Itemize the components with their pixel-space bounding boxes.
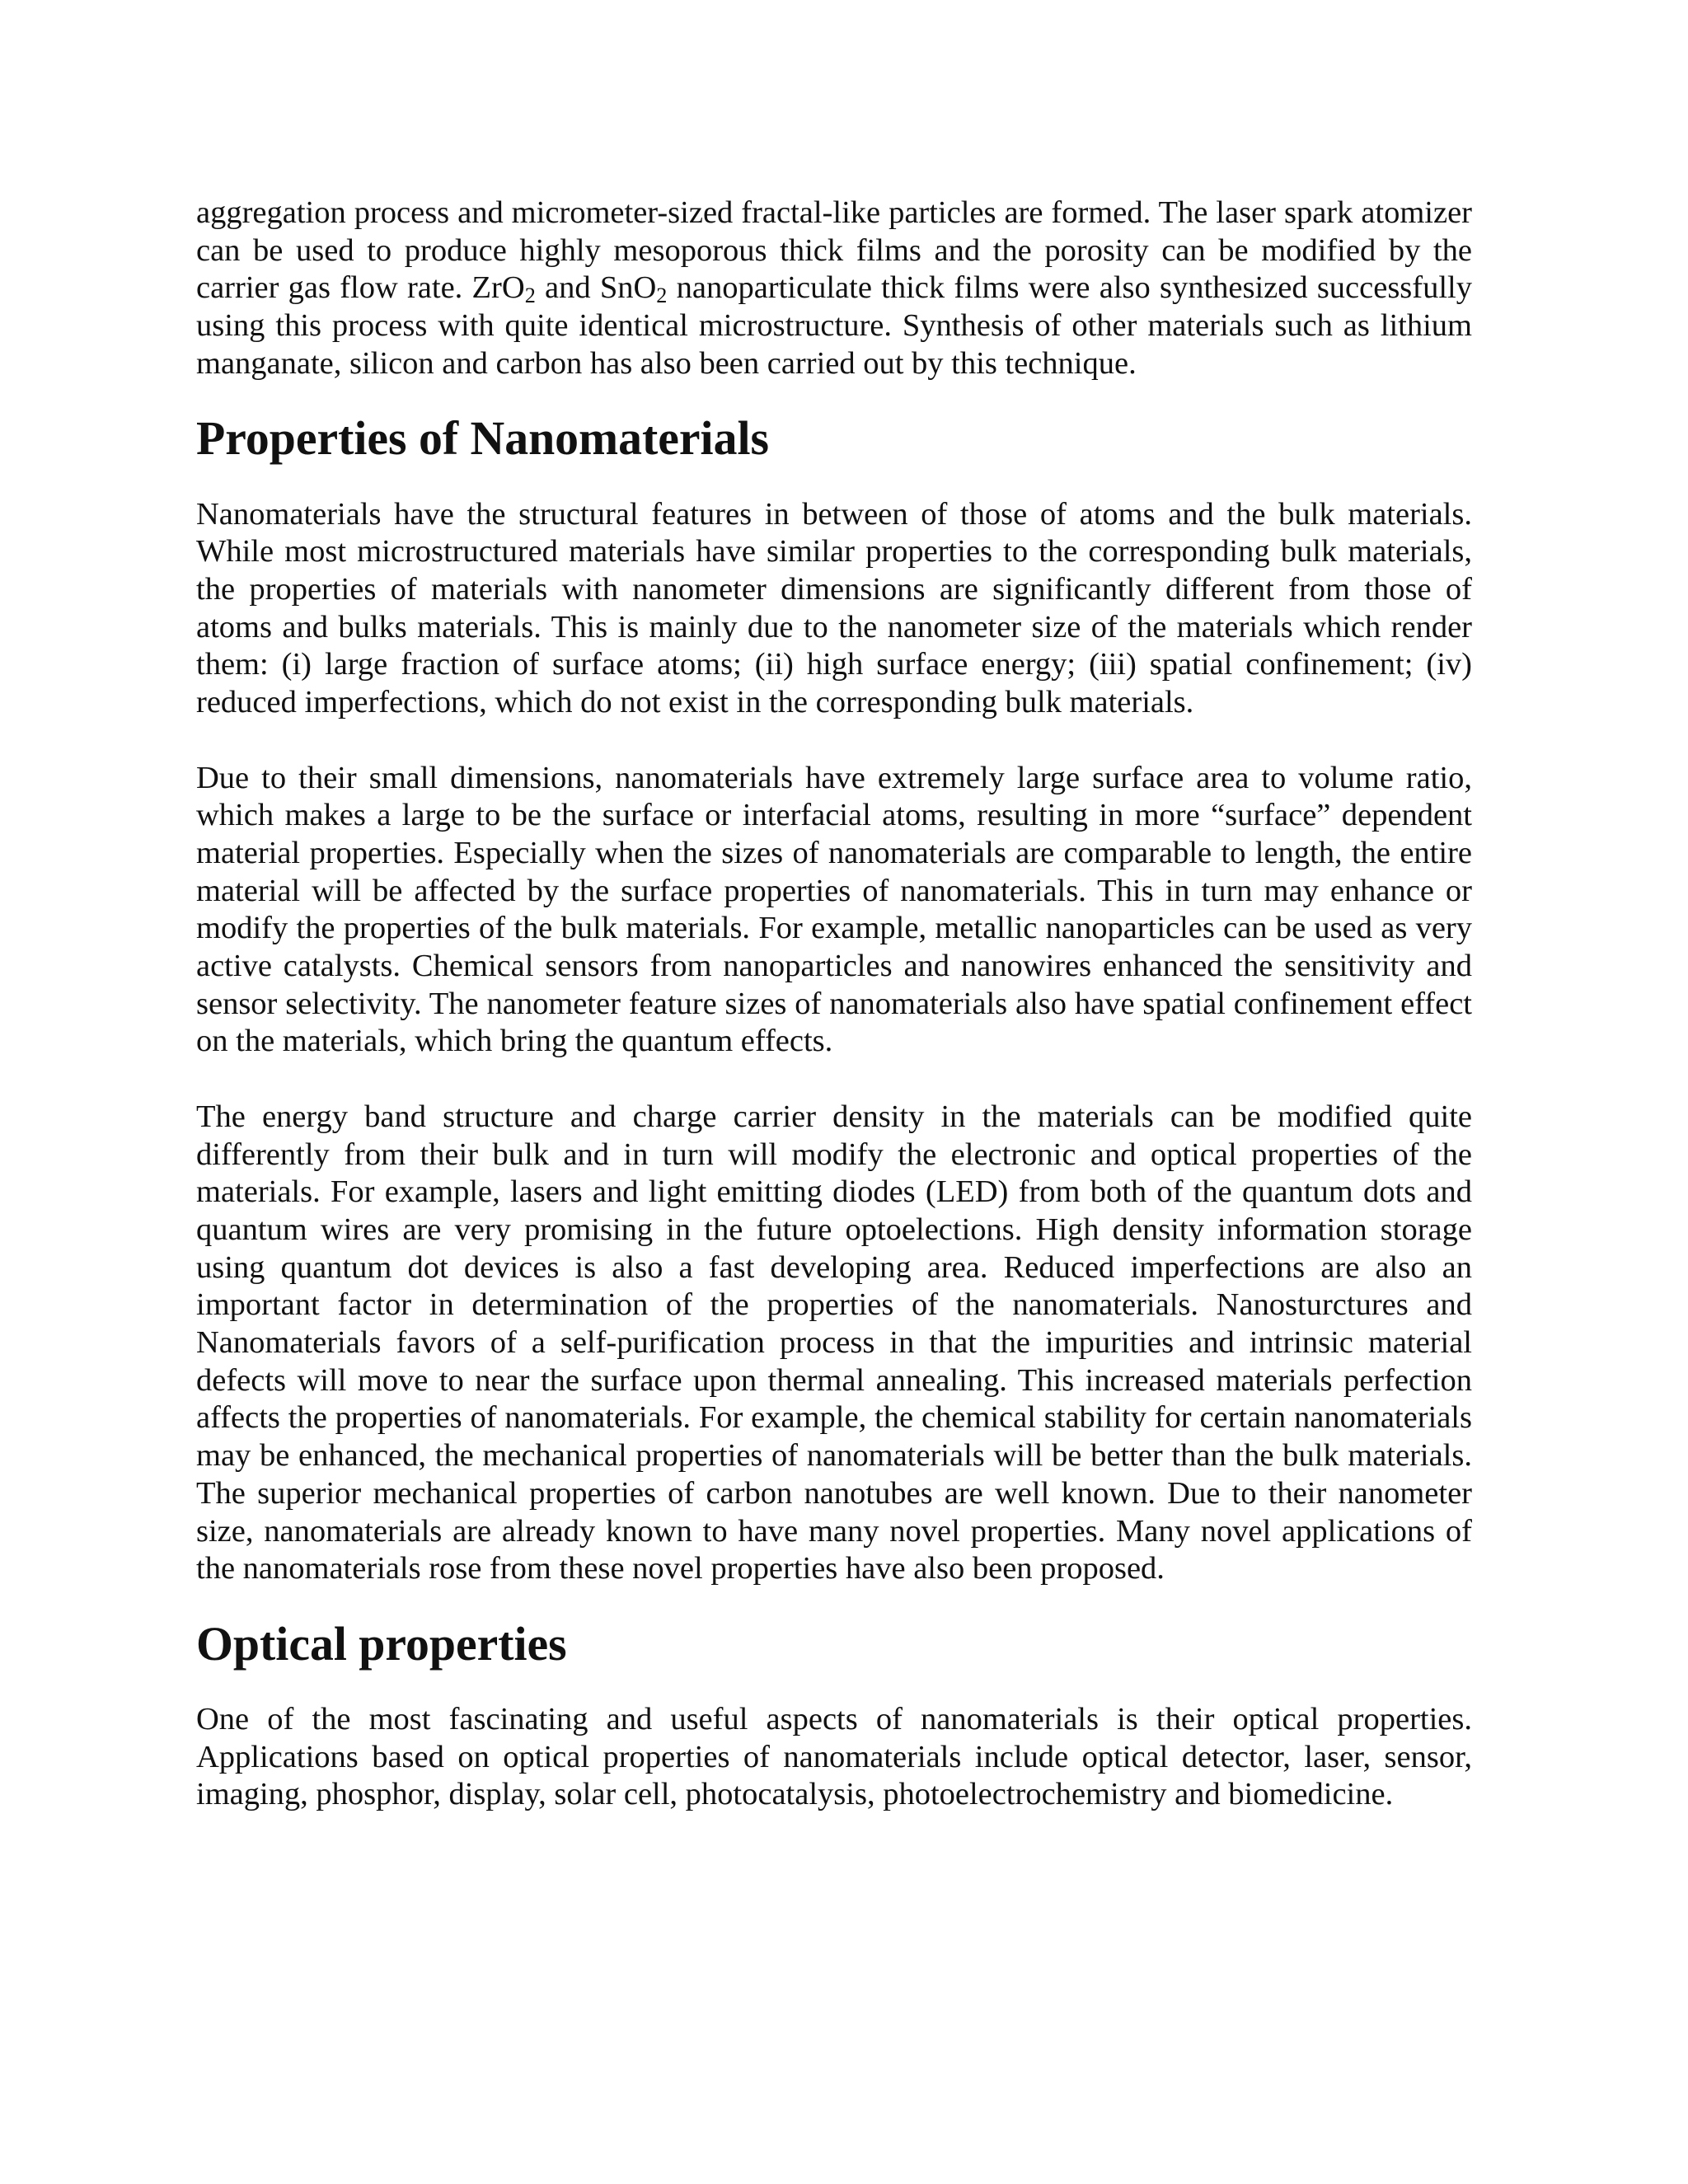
paragraph-optical-applications: One of the most fascinating and useful aspects of nanomaterials is their optical properties. Applications based on optical properties of nanomaterials include optical detector, laser, sensor, imaging, phosphor, display, solar cell, photocatalysis, photoelectrochemistry and biomedicine. — [196, 1702, 1472, 1812]
paragraph-laser-spark — [196, 194, 1472, 383]
paragraph-structural-features: Nanomaterials have the structural features in between of those of atoms and the bulk materials. While most microstructured materials have similar properties to the corresponding bulk materials, the properties of materials with nanometer dimensions are significantly different from those of atoms and bulks materials. This is mainly due to the nanometer size of the materials which render them: (i) large fraction of surface atoms; (ii) high surface energy; (iii) spatial confinement; (iv) reduced imperfections, which do not exist in the corresponding bulk materials. — [196, 496, 1472, 720]
paragraph-energy-band: The energy band structure and charge carrier density in the materials can be modified quite differently from their bulk and in turn will modify the electronic and optical properties of the materials. For example, lasers and light emitting diodes (LED) from both of the quantum dots and quantum wires are very promising in the future optoelections. High density information storage using quantum dot devices is also a fast developing area. Reduced imperfections are also an important factor in determination of the properties of the nanomaterials. Nanosturctures and Nanomaterials favors of a self-purification process in that the impurities and intrinsic material defects will move to near the surface upon thermal annealing. This increased materials perfection affects the properties of nanomaterials. For example, the chemical stability for certain nanomaterials may be enhanced, the mechanical properties of nanomaterials will be better than the bulk materials. The superior mechanical properties of carbon nanotubes are well known. Due to their nanometer size, nanomaterials are already known to have many novel properties. Many novel applications of the nanomaterials rose from these novel properties have also been proposed. — [196, 1099, 1472, 1586]
paragraph-laser-spark-text-a: aggregation process and micrometer-sized fractal-like particles are formed. The laser spark atomizer can be used to produce highly mesoporous thick films and the porosity can be modified by the carrier gas flow rate. ZrO — [196, 195, 1472, 306]
paragraph-laser-spark-text-b: and SnO — [535, 270, 657, 306]
heading-properties-of-nanomaterials: Properties of Nanomaterials — [196, 413, 769, 466]
paragraph-surface-area: Due to their small dimensions, nanomaterials have extremely large surface area to volume ratio, which makes a large to be the surface or interfacial atoms, resulting in more “surface” dependent material properties. Especially when the sizes of nanomaterials are comparable to length, the entire material will be affected by the surface properties of nanomaterials. This in turn may enhance or modify the properties of the bulk materials. For example, metallic nanoparticles can be used as very active catalysts. Chemical sensors from nanoparticles and nanowires enhanced the sensitivity and sensor selectivity. The nanometer feature sizes of nanomaterials also have spatial confinement effect on the materials, which bring the quantum effects. — [196, 760, 1472, 1059]
heading-optical-properties: Optical properties — [196, 1618, 567, 1671]
paragraph-laser-spark-text-c: nanoparticulate thick films were also synthesized successfully using this process with quite identical microstructure. Synthesis of other materials such as lithium manganate, silicon and carbon has also been carried out by this technique. — [196, 270, 1473, 381]
document-page — [196, 194, 1472, 1852]
sno2-subscript: 2 — [656, 284, 668, 308]
zro2-subscript: 2 — [524, 284, 536, 308]
